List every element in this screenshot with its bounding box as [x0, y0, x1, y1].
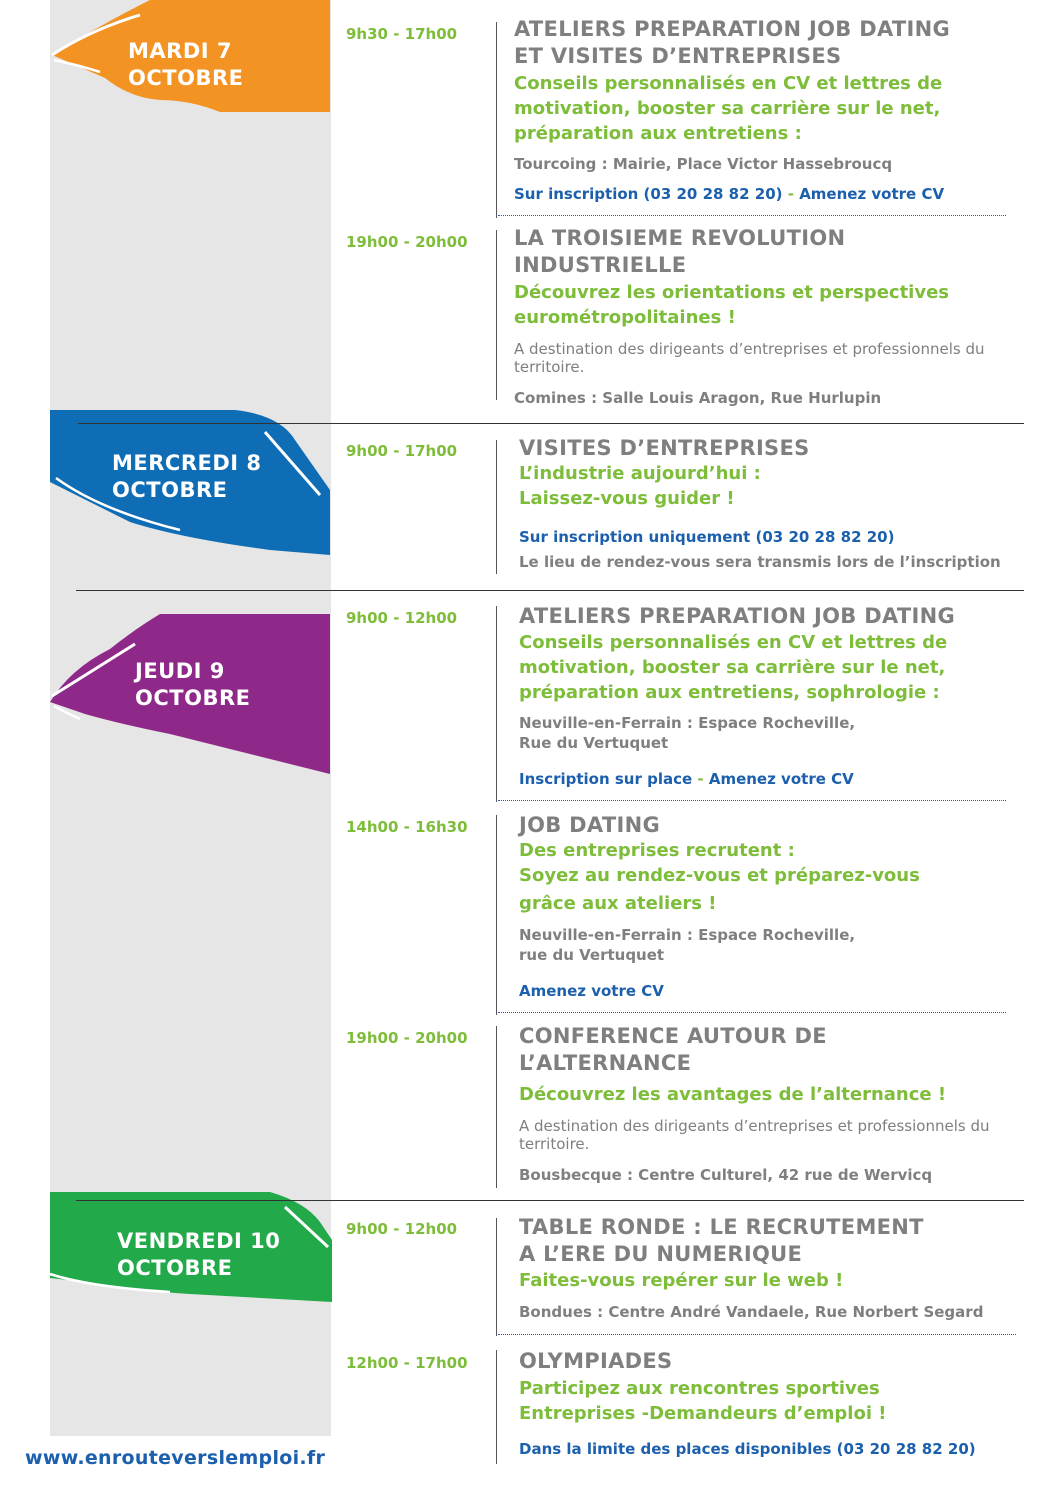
event-subtitle: grâce aux ateliers !	[519, 893, 717, 914]
event-separator	[498, 1012, 1006, 1013]
event-time: 9h00 - 12h00	[346, 609, 458, 627]
event-title: TABLE RONDE : LE RECRUTEMENT A L’ERE DU NUMERIQUE	[519, 1215, 924, 1266]
event-time: 19h00 - 20h00	[346, 1029, 468, 1047]
event-subtitle: Découvrez les avantages de l’alternance !	[519, 1084, 947, 1105]
event-divider	[496, 22, 497, 218]
day-separator	[76, 590, 1024, 591]
event-separator	[498, 215, 1006, 216]
event-time: 9h30 - 17h00	[346, 25, 458, 43]
event-subtitle: Conseils personnalisés en CV et lettres de motivation, booster sa carrière sur le net, préparation aux entretiens, sophrologie :	[519, 632, 948, 703]
event-separator	[498, 800, 1006, 801]
event-time: 9h00 - 12h00	[346, 1220, 458, 1238]
event-time: 9h00 - 17h00	[346, 442, 458, 460]
event-divider	[496, 1350, 497, 1464]
event-title: LA TROISIEME REVOLUTION INDUSTRIELLE	[514, 226, 846, 277]
event-divider	[496, 440, 497, 574]
event-title: CONFERENCE AUTOUR DE L’ALTERNANCE	[519, 1024, 827, 1075]
event-divider	[496, 230, 497, 400]
event-registration: Amenez votre CV	[519, 982, 664, 1000]
day-separator	[78, 423, 1024, 424]
event-location: Neuville-en-Ferrain : Espace Rocheville, rue du Vertuquet	[519, 926, 856, 964]
day-label-friday: VENDREDI 10 OCTOBRE	[117, 1229, 281, 1280]
event-registration: Inscription sur place - Amenez votre CV	[519, 770, 854, 788]
event-time: 19h00 - 20h00	[346, 233, 468, 251]
event-description: A destination des dirigeants d’entreprises et professionnels du territoire.	[519, 1117, 990, 1153]
event-separator	[498, 1334, 1016, 1335]
event-location: Le lieu de rendez-vous sera transmis lors de l’inscription	[519, 553, 1001, 571]
event-registration: Dans la limite des places disponibles (03 20 28 82 20)	[519, 1440, 976, 1458]
day-separator	[76, 1200, 1024, 1201]
event-divider	[496, 815, 497, 1015]
event-location: Comines : Salle Louis Aragon, Rue Hurlupin	[514, 389, 882, 407]
event-subtitle: Découvrez les orientations et perspectives eurométropolitaines !	[514, 282, 949, 328]
event-time: 12h00 - 17h00	[346, 1354, 468, 1372]
day-label-tuesday: MARDI 7 OCTOBRE	[128, 39, 244, 90]
event-divider	[496, 606, 497, 802]
event-divider	[496, 1026, 497, 1188]
event-subtitle: Participez aux rencontres sportives Entreprises -Demandeurs d’emploi !	[519, 1378, 887, 1424]
event-location: Bousbecque : Centre Culturel, 42 rue de Wervicq	[519, 1166, 933, 1184]
event-title: VISITES D’ENTREPRISES	[519, 436, 810, 460]
event-registration: Sur inscription uniquement (03 20 28 82 20)	[519, 528, 895, 546]
day-label-wednesday: MERCREDI 8 OCTOBRE	[112, 451, 262, 502]
event-divider	[496, 1218, 497, 1336]
event-description: A destination des dirigeants d’entreprises et professionnels du territoire.	[514, 340, 985, 376]
event-location: Bondues : Centre André Vandaele, Rue Norbert Segard	[519, 1303, 984, 1321]
website-link[interactable]: www.enrouteverslemploi.fr	[25, 1447, 326, 1469]
event-location: Neuville-en-Ferrain : Espace Rocheville, Rue du Vertuquet	[519, 714, 856, 752]
event-title: ATELIERS PREPARATION JOB DATING ET VISITES D’ENTREPRISES	[514, 17, 951, 68]
event-location: Tourcoing : Mairie, Place Victor Hassebroucq	[514, 155, 893, 173]
event-subtitle: L’industrie aujourd’hui : Laissez-vous guider !	[519, 463, 761, 509]
day-label-thursday: JEUDI 9 OCTOBRE	[135, 659, 251, 710]
event-registration: Sur inscription (03 20 28 82 20) - Amenez votre CV	[514, 185, 945, 203]
event-title: OLYMPIADES	[519, 1349, 673, 1373]
event-time: 14h00 - 16h30	[346, 818, 468, 836]
event-subtitle: Faites-vous repérer sur le web !	[519, 1270, 844, 1291]
event-title: JOB DATING	[519, 813, 660, 837]
event-subtitle: Des entreprises recrutent : Soyez au rendez-vous et préparez-vous	[519, 840, 920, 886]
event-title: ATELIERS PREPARATION JOB DATING	[519, 604, 956, 628]
event-subtitle: Conseils personnalisés en CV et lettres de motivation, booster sa carrière sur le net, préparation aux entretiens :	[514, 73, 943, 144]
